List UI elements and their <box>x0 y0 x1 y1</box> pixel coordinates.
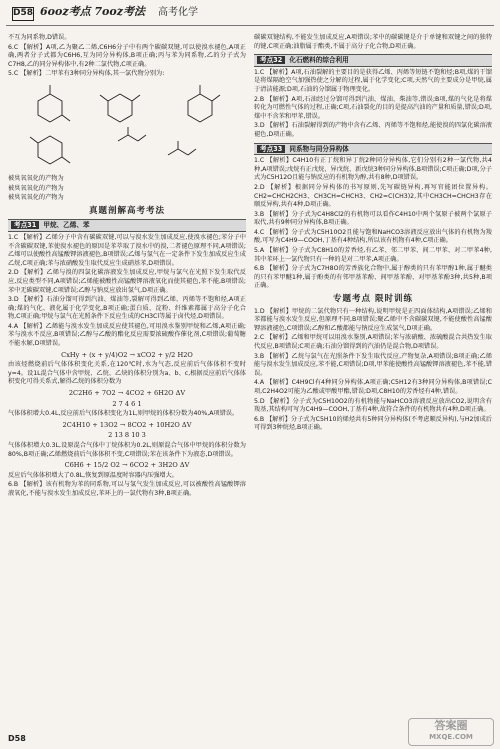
watermark-logo <box>408 718 494 746</box>
paragraph: 2.D 【解析】乙烯与溴的四氯化碳溶液发生加成反应,甲烷与氯气在光照下发生取代反应,反应类型不同,A项错误;乙烯能被酸性高锰酸钾溶液氧化而使其褪色,苯不能,B项错误;苯中无碳碳双键,C项错误;乙醇与钠反应放出氢气,D项正确。 <box>8 269 246 294</box>
paragraph: 由该烃燃烧前后气体体积变化关系,在120℃时,水为气态,反应前后气体体积不变时y=4。设1L混合气体中含甲烷、乙烷、乙炔的体积分别为a、b、c,根据反应前后气体体积变化可得关系式,解得乙烷的体积分数为 <box>8 361 246 386</box>
paragraph: 气体体积增大0.3L,设原混合气体中丁烷体积为0.2L,则原混合气体中甲烷的体积分数为80%,B项正确;乙烯燃烧前后气体体积不变,C项错误;苯在该条件下为液态,D项错误。 <box>8 442 246 458</box>
paragraph: 1.C 【解析】C4H10有正丁烷和异丁烷2种同分异构体,它们分别有2种一氯代物,共4种,A项错误;戊烷有正戊烷、异戊烷、新戊烷3种同分异构体,B项错误;C项正确;D项,分子式为C5H12O且能与钠反应的有机物为醇,共有8种,D项错误。 <box>254 157 492 182</box>
paragraph: 4.C 【解析】分子式为C5H10O2且能与饱和NaHCO3溶液反应放出气体的有机物为羧酸,可写为C4H9—COOH,丁基有4种结构,所以该有机物有4种,C项正确。 <box>254 228 492 245</box>
paragraph: 1.D 【解析】甲烷的二氯代物只有一种结构,说明甲烷是正四面体结构,A项错误;乙烯和苯都能与溴水发生反应,但原理不同,B项错误;聚乙烯中不含碳碳双键,不能使酸性高锰酸钾溶液褪色,C项错误;乙醇和乙酸都能与钠反应生成氢气,D项正确。 <box>254 307 492 332</box>
paragraph: 被臭氧氧化的产物为 <box>8 184 64 192</box>
section-banner: 真题剖解高考考法 <box>88 205 165 216</box>
equation: 2 7 4 6 1 <box>112 399 142 408</box>
paragraph: 6.B 【解析】分子式为C7H8O的芳香族化合物中,属于醇类的只有苯甲醇1种,属于醚类的只有苯甲醚1种,属于酚类的有邻甲基苯酚、间甲基苯酚、对甲基苯酚3种,共5种,B项正确。 <box>254 265 492 290</box>
paragraph: 6.B 【解析】分子式为C5H10的烯烃共有5种同分异构体(不考虑顺反异构),与H2加成后可得到3种烷烃,B项正确。 <box>254 415 492 432</box>
right-column <box>254 34 492 434</box>
watermark-text: 答案圈 <box>434 719 468 732</box>
subject-title: 高考化学 <box>158 7 198 18</box>
paragraph: 4.A 【解析】乙烯能与溴水发生加成反应使其褪色,可用溴水鉴别甲烷和乙烯,A项正确;苯与溴水不反应,B项错误;乙醇与乙酸的酯化反应需要浓硫酸作催化剂,C项错误;葡萄糖不能水解,D项错误。 <box>8 322 246 348</box>
paragraph: 不互为同系物,D错误。 <box>8 34 71 41</box>
section-title: 甲烷、乙烯、苯 <box>43 221 90 230</box>
paragraph: 气体体积增大0.4L,反应前后气体体积变化为1L,则甲烷的体积分数为40%,A项错误。 <box>8 410 239 418</box>
paragraph: 6.C 【解析】A项,乙为聚乙二烯,C6H6分子中有两个碳碳双键,可以使溴水褪色,A项正确,两者分子式都为C6H6,互为同分异构体,B项正确;丙与苯为同系物,乙的分子式为C7H8,乙的同分异构体中,有2种二氯代物,C项正确。 <box>8 43 246 68</box>
paragraph: 3.D 【解析】石油裂解得到的产物中含有乙烯、丙烯等不饱和烃,能使溴的四氯化碳溶液褪色,D项正确。 <box>254 122 492 138</box>
equation: 2C2H6 + 7O2 → 4CO2 + 6H2O ΔV <box>68 389 186 398</box>
paragraph: 1.C 【解析】乙烯分子中含有碳碳双键,可以与溴水发生加成反应,使溴水褪色;苯分子中不含碳碳双键,苯使溴水褪色的原因是苯萃取了溴水中的溴,二者褪色原理不同,A项错误;乙烯可以使酸性高锰酸钾溶液褪色,B项错误;乙烯与氢气在一定条件下发生加成反应生成乙烷,C项正确;苯与浓硝酸发生取代反应生成硝基苯,D项错误。 <box>8 233 246 267</box>
page-number: D58 <box>8 734 26 743</box>
section-banner: 专题考点 限时训练 <box>333 294 413 305</box>
paragraph: 2.B 【解析】A项,石油经过分馏可得到汽油、煤油、柴油等,错误;B项,煤的气化是将煤转化为可燃性气体的过程,正确;C项,石油裂化的目的是提高汽油的产量和质量,错误;D项,煤中不含苯和甲苯,错误。 <box>254 95 492 120</box>
section-heading <box>254 143 492 156</box>
structure-diagram <box>8 81 246 173</box>
section-heading <box>254 54 492 67</box>
paragraph: 2.C 【解析】乙烯和甲烷可以用溴水鉴别,A项错误;苯与浓硝酸、浓硫酸混合共热发生取代反应,B项错误;C项正确;石油分馏得到的汽油仍是混合物,D项错误。 <box>254 334 492 350</box>
equation: CxHy + (x + y/4)O2 → xCO2 + y/2 H2O <box>61 350 193 359</box>
page-header <box>6 4 494 26</box>
paragraph: 5.A 【解析】分子式为C8H10的芳香烃,有乙苯、邻二甲苯、间二甲苯、对二甲苯4种,其中苯环上一氯代物只有一种的是对二甲苯,A项正确。 <box>254 247 492 263</box>
paragraph: 被臭氧氧化的产物为 <box>8 174 64 182</box>
paragraph: 4.A 【解析】C4H9Cl有4种同分异构体,A项正确;C5H12有3种同分异构体,B项错误;C项,C2H4O2可能为乙酸或甲酸甲酯,错误;D项,C8H10的芳香烃有4种,错误。 <box>254 379 492 395</box>
section-title: 同系物与同分异构体 <box>289 144 349 153</box>
paragraph: 5.C 【解析】二甲苯有3种同分异构体,其一氯代物分别为: <box>8 70 165 78</box>
paragraph: 3.B 【解析】乙烷与氯气在光照条件下发生取代反应,产物复杂,A项错误;B项正确;乙烯能与溴水发生加成反应,苯不能,C项错误;D项,甲苯能使酸性高锰酸钾溶液褪色,苯不能,错误。 <box>254 352 492 377</box>
section-number: 考点33 <box>257 145 285 153</box>
section-title: 化石燃料的综合利用 <box>289 56 349 65</box>
section-heading <box>8 219 246 232</box>
section-number: 考点32 <box>257 56 285 64</box>
page-badge: D58 <box>12 7 34 21</box>
paragraph: 1.C 【解析】A项,石油裂解的主要目的是获得乙烯、丙烯等短链不饱和烃;B项,煤的干馏是将煤隔绝空气加强热使之分解的过程,属于化学变化;C项,天然气的主要成分是甲烷,属于清洁能源;D项,石油的分馏属于物理变化。 <box>254 68 492 93</box>
paragraph: 3.D 【解析】石油分馏可得到汽油、煤油等,裂解可得到乙烯、丙烯等不饱和烃,A项正确;煤的气化、液化属于化学变化,B项正确;蛋白质、淀粉、纤维素都属于高分子化合物,C项正确;甲烷与氯气在光照条件下反应生成的CH3Cl等属于卤代烃,D项错误。 <box>8 296 246 321</box>
brand-title: 6ooz考点 7ooz考法 <box>40 5 145 18</box>
equation: 2C4H10 + 13O2 → 8CO2 + 10H2O ΔV <box>62 420 192 429</box>
paragraph: 被臭氧氧化的产物为 <box>8 194 64 202</box>
paragraph: 6.B 【解析】该有机物为苯的同系物,可以与氢气发生加成反应,可以被酸性高锰酸钾溶液氧化,不能与溴水发生加成反应,苯环上的一氯代物有3种,B项正确。 <box>8 481 246 497</box>
section-number: 考点31 <box>11 221 39 229</box>
paragraph: 5.D 【解析】分子式为C5H10O2的有机物能与NaHCO3溶液反应放出CO2,说明含有羧基,其结构可写为C4H9—COOH,丁基有4种,故符合条件的有机物共有4种,D项正确。 <box>254 397 492 414</box>
equation: 2 13 8 10 3 <box>108 431 146 440</box>
paragraph: 3.B 【解析】分子式为C4H8Cl2的有机物可以看作C4H10中两个氢原子被两个氯原子取代,共有9种同分异构体,B项正确。 <box>254 210 492 227</box>
paragraph: 反应后气体体积增大了0.8L,恢复到原温度时容器内压强增大。 <box>8 471 178 479</box>
left-column <box>8 34 246 500</box>
equation: C6H6 + 15/2 O2 → 6CO2 + 3H2O ΔV <box>64 461 190 470</box>
paragraph: 2.D 【解析】根据同分异构体的书写原则,先写碳链异构,再写官能团位置异构。CH2=CHCH2CH3、CH3CH=CHCH3、CH2=C(CH3)2,其中CH3CH=CHCH3存在顺反异构,共有4种,D项正确。 <box>254 183 492 209</box>
paragraph: 碳碳双键结构,不能发生加成反应,A项错误;苯中的碳碳键是介于单键和双键之间的独特的键,C项正确;油脂属于酯类,不属于高分子化合物,D项正确。 <box>254 34 492 50</box>
watermark-url: MXQE.COM <box>429 733 473 741</box>
